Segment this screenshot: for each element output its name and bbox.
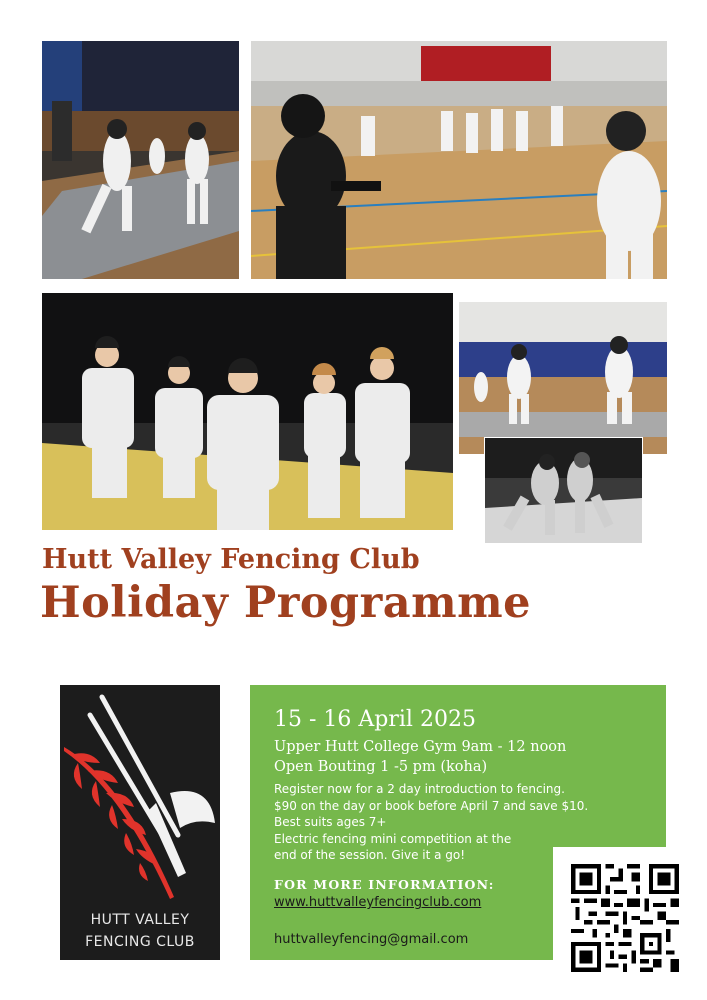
qr-code[interactable] [553, 847, 695, 982]
club-name-heading: Hutt Valley Fencing Club [42, 544, 420, 575]
photo-two-fencers-lunge [484, 437, 643, 544]
qr-code-icon [571, 864, 679, 972]
logo-text-line1: HUTT VALLEY [90, 912, 190, 928]
info-line: end of the session. Give it a go! [274, 848, 466, 863]
more-info-heading: FOR MORE INFORMATION: [274, 877, 495, 892]
photo-kids-in-jackets [42, 293, 453, 530]
info-line: Electric fencing mini competition at the [274, 831, 512, 846]
photo-fencers-on-piste [42, 41, 239, 279]
email-link[interactable]: huttvalleyfencing@gmail.com [274, 932, 469, 947]
photo-bouts-in-hall [459, 302, 667, 454]
programme-title: Holiday Programme [40, 578, 531, 628]
info-line: $90 on the day or book before April 7 and save $10. [274, 798, 589, 813]
fern-and-fencer-logo-icon [60, 685, 220, 905]
logo-text-line2: FENCING CLUB [85, 934, 195, 950]
event-date: 15 - 16 April 2025 [274, 707, 476, 732]
open-bouting: Open Bouting 1 -5 pm (koha) [274, 759, 488, 775]
website-link[interactable]: www.huttvalleyfencingclub.com [274, 895, 482, 910]
info-line: Best suits ages 7+ [274, 815, 387, 830]
photo-coach-and-group-gym [251, 41, 667, 279]
event-venue: Upper Hutt College Gym 9am - 12 noon [274, 739, 567, 755]
info-line: Register now for a 2 day introduction to fencing. [274, 782, 565, 796]
